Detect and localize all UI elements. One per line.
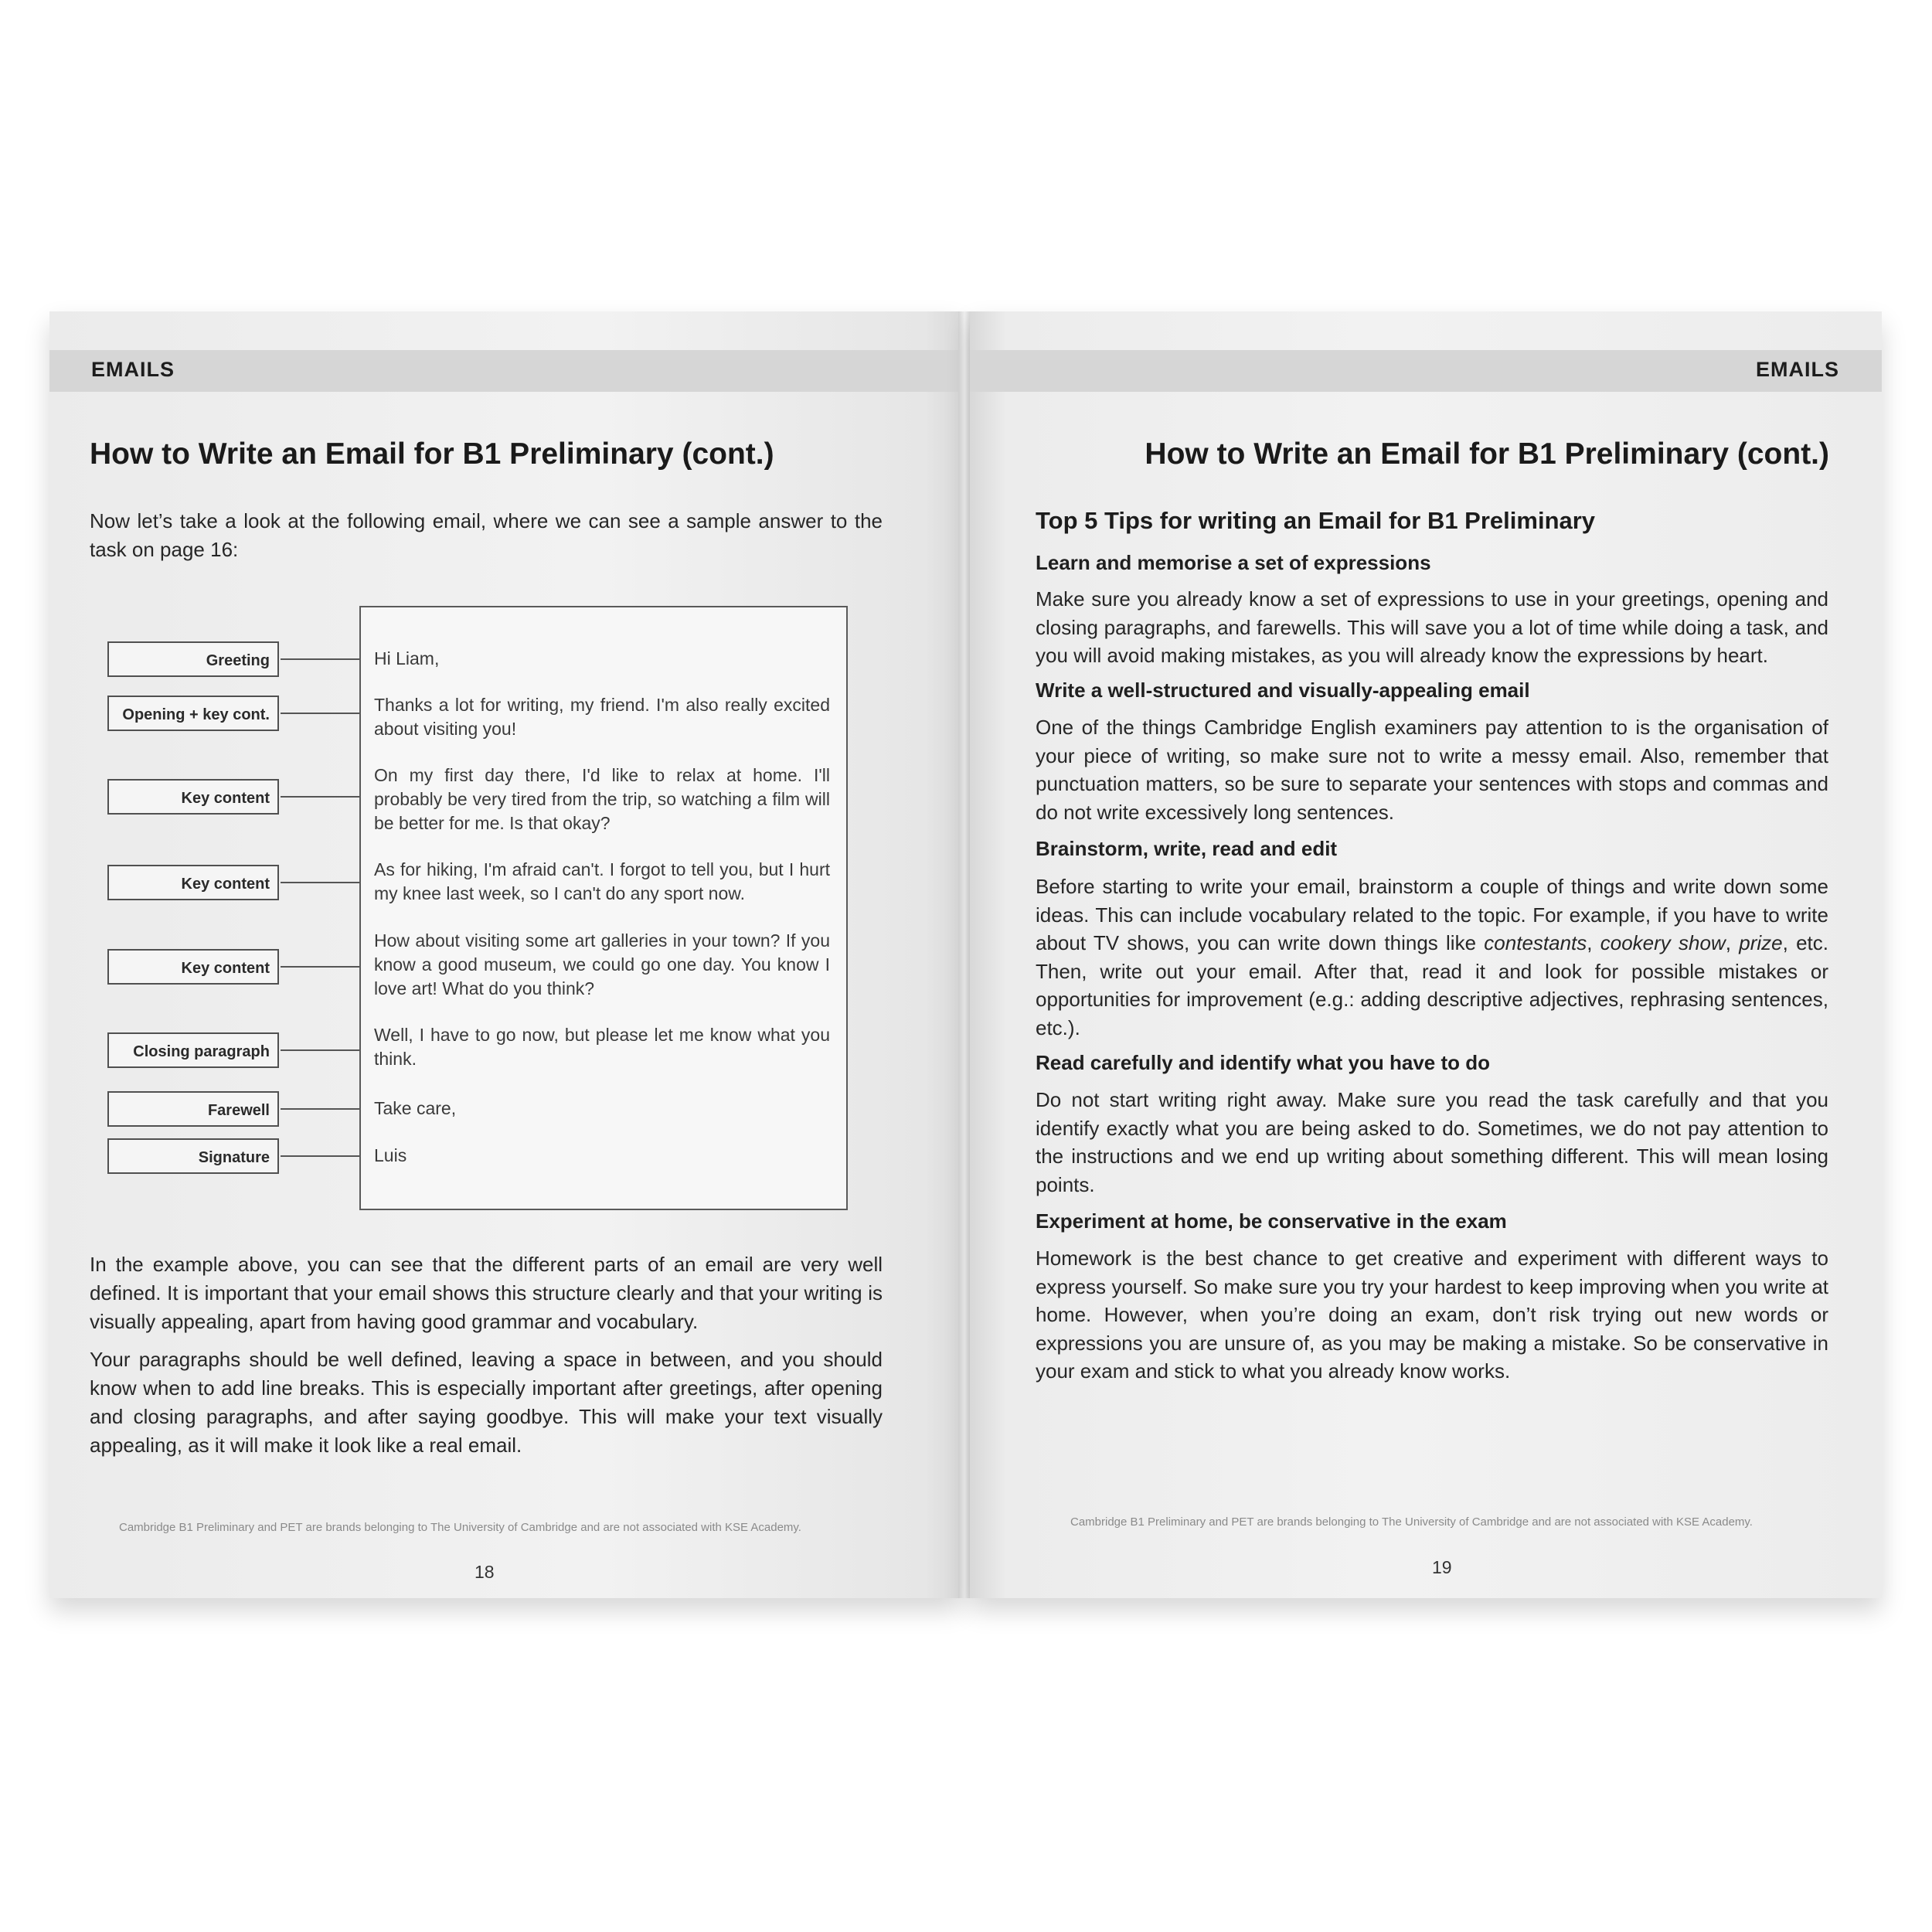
email-opening: Thanks a lot for writing, my friend. I'm also really excited about visiting you! [374, 695, 830, 739]
label-opening: Opening + key cont. [107, 696, 279, 731]
tip-3-title: Brainstorm, write, read and edit [1036, 837, 1338, 860]
tip-3-text-start: Before starting to write your email, brainstorm a couple of things and write down some ideas. This can include vocabulary related to the topic. For example, if you have to write about TV shows, you can write down things like [1036, 875, 1828, 954]
body-paragraph-2: Your paragraphs should be well defined, leaving a space in between, and you should know when to add line breaks. This is especially important after greetings, after opening and closing paragraphs, and after saying goodbye. This will make your text visually appealing, as it will make it look like a real email. [90, 1348, 883, 1457]
label-farewell: Farewell [107, 1091, 279, 1127]
email-key-content-2: As for hiking, I'm afraid can't. I forgot to tell you, but I hurt my knee last week, so I can't do any sport now. [374, 859, 830, 903]
tip-1-title: Learn and memorise a set of expressions [1036, 551, 1431, 574]
tip-1-body: Make sure you already know a set of expressions to use in your greetings, opening and closing paragraphs, and farewells. This will save you a lot of time while doing a task, and you will avoid making mistakes, as you will already know the expressions by heart. [1036, 587, 1828, 667]
tip-3-body [1036, 872, 1828, 1042]
tip-4-body: Do not start writing right away. Make sure you read the task carefully and that you identify exactly what you are being asked to do. Sometimes, we do not pay attention to the instructions and we end up writing about something different. This will mean losing points. [1036, 1088, 1828, 1196]
label-key-content-3: Key content [107, 949, 279, 985]
connector-line [281, 882, 359, 883]
email-signature: Luis [374, 1145, 407, 1165]
connector-line [281, 796, 359, 798]
label-closing-paragraph: Closing paragraph [107, 1032, 279, 1068]
tip-3-separator: , [1587, 931, 1600, 954]
tip-5-body: Homework is the best chance to get creative and experiment with different ways to express yourself. So make sure you try your hardest to keep improving when you write at home. However, when you’re doing an exam, don’t risk trying out new words or expressions you are unsure of, as you may be making a mistake. So be conservative in your exam and stick to what you already know works. [1036, 1247, 1828, 1383]
right-page [970, 311, 1882, 1598]
tip-3-example-3: prize [1739, 931, 1783, 954]
label-key-content-2: Key content [107, 865, 279, 900]
section-header: EMAILS [91, 358, 175, 381]
page-number: 19 [1432, 1557, 1452, 1577]
header-band [970, 350, 1882, 392]
tip-5-title: Experiment at home, be conservative in the exam [1036, 1209, 1507, 1233]
tip-2-title: Write a well-structured and visually-appealing email [1036, 679, 1530, 702]
left-page [49, 311, 961, 1598]
footer-disclaimer: Cambridge B1 Preliminary and PET are brands belonging to The University of Cambridge and are not associated with KSE Academy. [119, 1521, 801, 1534]
tip-3-separator: , [1725, 931, 1740, 954]
connector-line [281, 658, 359, 660]
section-header: EMAILS [1755, 358, 1839, 381]
page-title: How to Write an Email for B1 Preliminary (cont.) [90, 437, 774, 471]
email-closing: Well, I have to go now, but please let me know what you think. [374, 1025, 830, 1069]
tip-3-text-end: , etc. Then, write out your email. After that, read it and look for possible mistakes or opportunities for improvement (e.g.: adding descriptive adjectives, rephrasing sentences, etc.). [1036, 931, 1828, 1039]
email-greeting: Hi Liam, [374, 648, 440, 668]
email-key-content-1: On my first day there, I'd like to relax at home. I'll probably be very tired from the trip, so watching a film will be better for me. Is that okay? [374, 765, 830, 833]
page-title: How to Write an Email for B1 Preliminary (cont.) [1145, 437, 1829, 471]
connector-line [281, 1108, 359, 1110]
connector-line [281, 713, 359, 714]
tip-3-example-1: contestants [1484, 931, 1587, 954]
tips-heading: Top 5 Tips for writing an Email for B1 Preliminary [1036, 507, 1596, 534]
tip-3-example-2: cookery show [1600, 931, 1726, 954]
connector-line [281, 966, 359, 968]
intro-paragraph: Now let’s take a look at the following email, where we can see a sample answer to the task on page 16: [90, 509, 883, 561]
tip-4-title: Read carefully and identify what you have to do [1036, 1051, 1490, 1074]
connector-line [281, 1049, 359, 1051]
email-farewell: Take care, [374, 1098, 457, 1118]
page-number: 18 [474, 1562, 495, 1582]
tip-2-body: One of the things Cambridge English examiners pay attention to is the organisation of your piece of writing, so make sure not to write a messy email. Also, remember that punctuation matters, so be sure to separate your sentences with stops and commas and do not write excessively long sentences. [1036, 716, 1828, 824]
label-signature: Signature [107, 1138, 279, 1174]
footer-disclaimer: Cambridge B1 Preliminary and PET are brands belonging to The University of Cambridge and are not associated with KSE Academy. [1070, 1515, 1753, 1529]
header-band [49, 350, 961, 392]
email-key-content-3: How about visiting some art galleries in your town? If you know a good museum, we could go one day. You know I love art! What do you think? [374, 930, 830, 998]
body-paragraph-1: In the example above, you can see that the different parts of an email are very well defined. It is important that your email shows this structure clearly and that your writing is visually appealing, apart from having good grammar and vocabulary. [90, 1253, 883, 1333]
label-key-content-1: Key content [107, 779, 279, 815]
label-greeting: Greeting [107, 641, 279, 677]
connector-line [281, 1155, 359, 1157]
